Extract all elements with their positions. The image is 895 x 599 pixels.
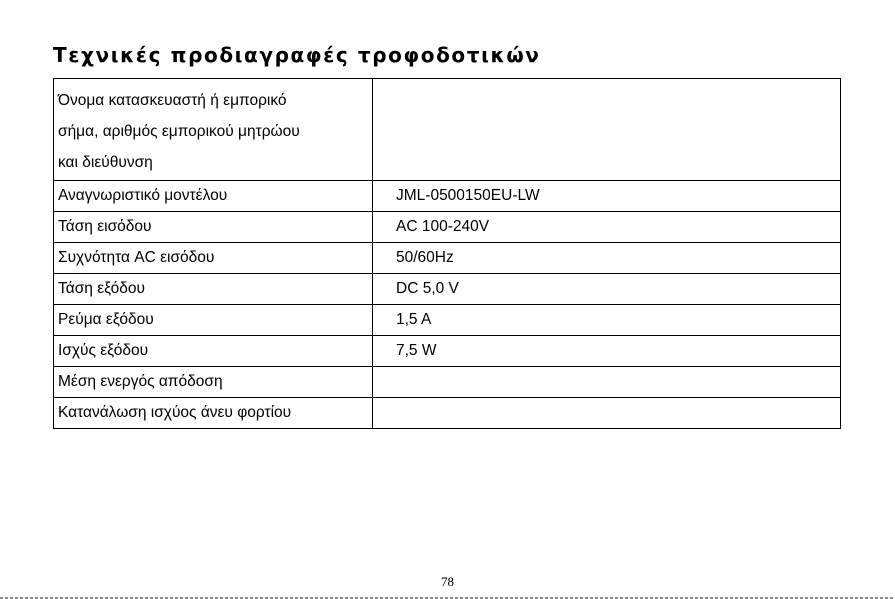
row-value: JML-0500150EU-LW: [373, 181, 841, 212]
table-row: [54, 367, 841, 398]
table-row-manufacturer: [54, 79, 841, 181]
row-value: DC 5,0 V: [373, 274, 841, 305]
row-label: Ισχύς εξόδου: [54, 336, 373, 367]
table-row: [54, 181, 841, 212]
row-label: Αναγνωριστικό μοντέλου: [54, 181, 373, 212]
row-label: Τάση εισόδου: [54, 212, 373, 243]
row-value: 50/60Hz: [373, 243, 841, 274]
table-row: [54, 243, 841, 274]
page-title: Τεχνικές προδιαγραφές τροφοδοτικών: [53, 43, 541, 67]
page-number: 78: [441, 574, 454, 589]
row-label: Κατανάλωση ισχύος άνευ φορτίου: [54, 398, 373, 429]
manufacturer-label-line: και διεύθυνση: [58, 153, 153, 171]
row-label: Ρεύμα εξόδου: [54, 305, 373, 336]
row-value: [373, 367, 841, 398]
table-row: [54, 274, 841, 305]
table-row: [54, 305, 841, 336]
table-row: [54, 336, 841, 367]
row-value: [373, 398, 841, 429]
spec-table: [53, 78, 841, 429]
row-value: AC 100-240V: [373, 212, 841, 243]
table-row: [54, 398, 841, 429]
manufacturer-label-line: σήμα, αριθμός εμπορικού μητρώου: [58, 122, 300, 140]
row-label: Μέση ενεργός απόδοση: [54, 367, 373, 398]
row-value: 7,5 W: [373, 336, 841, 367]
manufacturer-label-line: Όνομα κατασκευαστή ή εμπορικό: [58, 91, 287, 109]
row-value: 1,5 A: [373, 305, 841, 336]
row-label: Συχνότητα AC εισόδου: [54, 243, 373, 274]
row-label: Τάση εξόδου: [54, 274, 373, 305]
manufacturer-label: [54, 79, 373, 181]
manufacturer-value: [373, 79, 841, 181]
table-row: [54, 212, 841, 243]
